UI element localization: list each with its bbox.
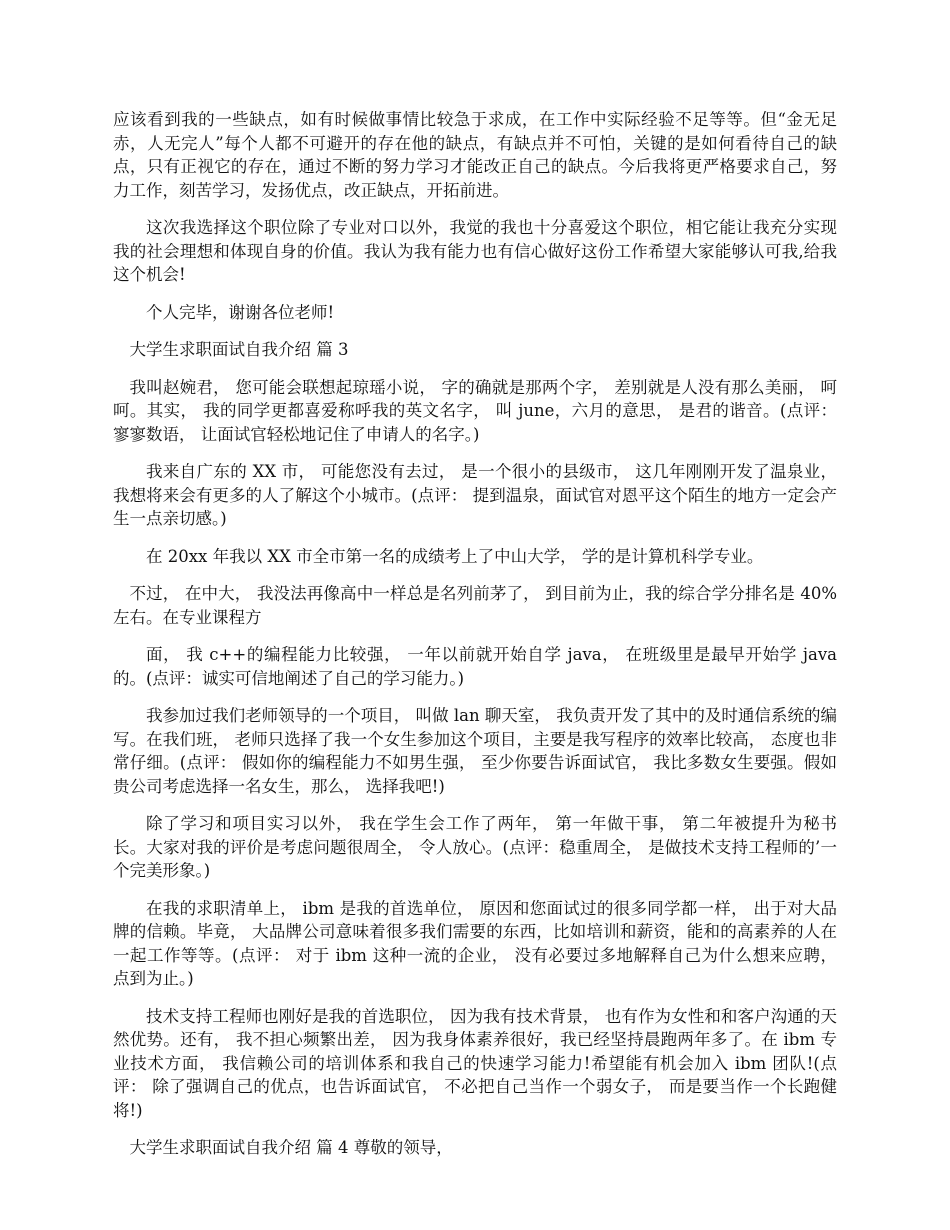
paragraph-shortcomings: 应该看到我的一些缺点，如有时候做事情比较急于求成，在工作中实际经验不足等等。但“金无足赤，人无完人”每个人都不可避开的存在他的缺点，有缺点并不可怕，关键的是如何看待自己的缺点，只有正视它的存在，通过不断的努力学习才能改正自己的缺点。今后我将更严格要求自己，努力工作，刻苦学习，发扬优点，改正缺点，开拓前进。 [113,110,837,200]
paragraph-hometown: 我来自广东的 XX 市， 可能您没有去过， 是一个很小的县级市， 这几年刚刚开发了温泉业， 我想将来会有更多的人了解这个小城市。(点评： 提到温泉，面试官对恩平这个陌生的地方一定会产生一点亲切感。) [113,462,837,528]
paragraph-name-intro: 我叫赵婉君， 您可能会联想起琼瑶小说， 字的确就是那两个字， 差别就是人没有那么美丽， 呵呵。其实， 我的同学更都喜爱称呼我的英文名字， 叫 june，六月的意思， 是君的谐音。(点评： 寥寥数语， 让面试官轻松地记住了申请人的名字。) [113,377,837,444]
paragraph-student-union: 除了学习和项目实习以外， 我在学生会工作了两年， 第一年做干事， 第二年被提升为秘书长。大家对我的评价是考虑问题很周全， 令人放心。(点评：稳重周全， 是做技术支持工程师的’一个完美形象。) [113,814,837,880]
section-heading-4: 大学生求职面试自我介绍 篇 4 尊敬的领导， [129,1138,453,1157]
paragraph-project: 我参加过我们老师领导的一个项目， 叫做 lan 聊天室， 我负责开发了其中的及时通信系统的编写。在我们班， 老师只选择了我一个女生参加这个项目，主要是我写程序的效率比较高， 态度也非常仔细。(点评： 假如你的编程能力不如男生强， 至少你要告诉面试官， 我比多数女生要强。假如贵公司考虑选择一名女生，那么， 选择我吧!) [113,706,837,796]
paragraph-job-choice: 这次我选择这个职位除了专业对口以外，我觉的我也十分喜爱这个职位，相它能让我充分实现我的社会理想和体现自身的价值。我认为我有能力也有信心做好这份工作希望大家能够认可我,给我这个机会! [113,218,837,284]
paragraph-programming: 面， 我 c++的编程能力比较强， 一年以前就开始自学 java， 在班级里是最早开始学 java 的。(点评：诚实可信地阐述了自己的学习能力。) [113,645,837,688]
paragraph-tech-support: 技术支持工程师也刚好是我的首选职位， 因为我有技术背景， 也有作为女性和和客户沟通的天然优势。还有， 我不担心频繁出差， 因为我身体素养很好，我已经坚持晨跑两年多了。在 ibm 专业技术方面， 我信赖公司的培训体系和我自己的快速学习能力!希望能有机会加入 ibm 团队!(点评： 除了强调自己的优点，也告诉面试官， 不必把自己当作一个弱女子， 而是要当作一个长跑健将!) [113,1006,837,1120]
document-body [113,108,837,1174]
paragraph-closing: 个人完毕，谢谢各位老师! [146,302,335,322]
paragraph-ranking: 不过， 在中大， 我没法再像高中一样总是名列前茅了， 到目前为止，我的综合学分排名是 40%左右。在专业课程方 [113,584,837,627]
paragraph-ibm-choice: 在我的求职清单上， ibm 是我的首选单位， 原因和您面试过的很多同学都一样， 出于对大品牌的信赖。毕竟， 大品牌公司意味着很多我们需要的东西，比如培训和薪资，能和的高素养的人在一起工作等等。(点评： 对于 ibm 这种一流的企业， 没有必要过多地解释自己为什么想来应聘， 点到为止。) [113,898,837,988]
paragraph-university: 在 20xx 年我以 XX 市全市第一名的成绩考上了中山大学， 学的是计算机科学专业。 [146,546,764,566]
section-heading-3: 大学生求职面试自我介绍 篇 3 [129,340,349,359]
